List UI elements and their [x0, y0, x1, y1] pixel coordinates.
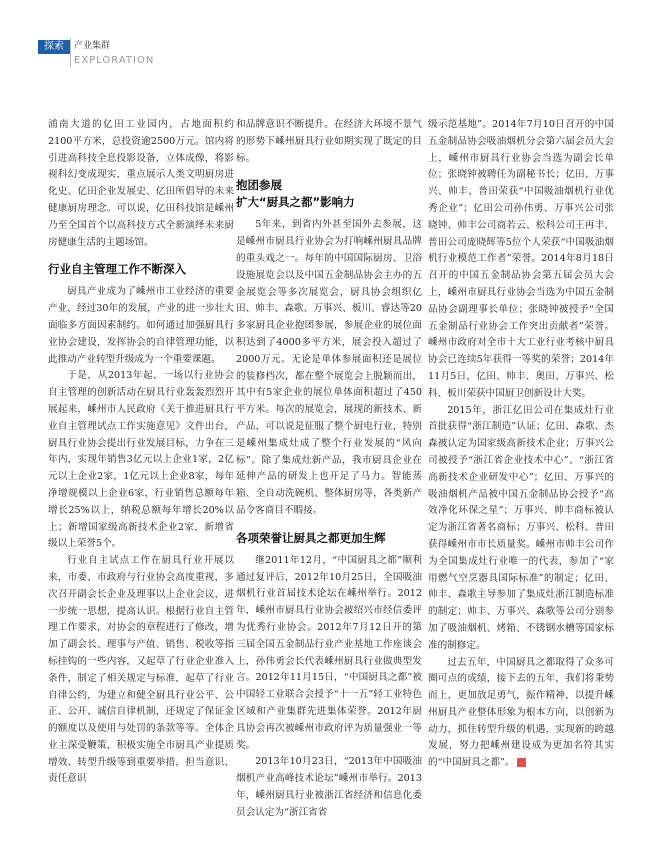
- section-subtitle: EXPLORATION: [74, 55, 155, 66]
- paragraph-text: 过去五年，中国厨具之都取得了众多可圈可点的成绩，接下去的五年，我们将秉势而上，更加放足勇气，振作精神，以提升嵊州厨具产业整体形象为根本方向，以创新为动力，抓住转型升级的机遇，实现新的跨越发展，努力把嵊州建设成为更加名符其实的“中国厨具之都”。: [428, 656, 614, 769]
- section-tag: 探索: [38, 40, 70, 54]
- column-2: [236, 117, 422, 821]
- paragraph: 行业自主试点工作在厨具行业开展以来，市委、市政府与行业协会高度重视，多次召开副会长企业及理事以上企业会议，进一步统一思想，提高认识。根据行业自主管理工作要求，对协会的章程进行了修改，增加了副会长、理事与产值、销售、税收等指标挂钩的一些内容，又起草了行业企业准入条件，制定了相关规定与标准，起草了行业自律公约，为建立和健全厨具行业公平、公正、公开、诚信自律机制，还规定了保证金的额度以及使用与处罚的条款等等。全体企业主深受鞭策，积极实施全市厨具产业提质增效、转型升级等到重要举措，担当意识、责任意识: [48, 555, 234, 785]
- paragraph: 2015年，浙江亿田公司在集成灶行业首批获得“浙江制造”认证；亿田、森歌、杰森被认定为国家级高新技术企业；万事兴公司被授予“浙江省企业技术中心”、“浙江省高新技术企业研发中心”；亿田、万事兴的吸油烟机产品被中国五金制品协会授予“高效净化环保之星”；万事兴、帅丰商标被认定为浙江省著名商标；万事兴、松科、普田获得嵊州市市长质量奖。嵊州市帅丰公司作为全国集成灶行业唯一的代表，参加了“家用燃气空烹器具国际标准”的制定；亿田、帅丰、森歌主导参加了集成灶浙江制造标准的制定；帅丰、万事兴、森歌等公司分别参加了吸油烟机、烤箱、不锈钢水槽等国家标准的制修定。: [428, 404, 614, 651]
- paragraph: [428, 655, 614, 773]
- section-heading: 抱团参展: [236, 178, 282, 193]
- paragraph: 和品牌意识不断提升。在经济大环境不景气的形势下嵊州厨具行业如期实现了既定的目标。: [236, 119, 422, 164]
- paragraph: 级示范基地”。2014年7月10日召开的中国五金制品协会吸油烟机分会第六届会员大会上，嵊州市厨具行业协会当选为副会长单位；张晓钟被聘任为副秘书长；亿田、万事兴、帅丰、普田荣获“中国吸油烟机行业优秀企业”；亿田公司孙伟勇、万事兴公司张晓钟、帅丰公司商若云、松科公司王再丰、普田公司庞晓辉等5位个人荣获“中国吸油烟机行业模范工作者”荣誉。2014年8月18日召开的中国五金制品协会第五届会员大会上，嵊州市厨具行业协会当选为中国五金制品协会副理事长单位；张晓钟被授予“全国五金制品行业协会工作突出贡献者”荣誉。嵊州市政府对全市十大工业行业考核中厨具协会已连续5年获得一等奖的荣誉；2014年11月5日，亿田、帅丰、奥田、万事兴、松科、板川荣获中国厨卫创新设计大奖。: [428, 119, 614, 399]
- paragraph: 浦南大道的亿田工业园内，占地面积约2100平方米，总投资逾2500万元。馆内将引进高科技全息投影设备，立体成像，将影视科幻变成现实，重点展示人类文明厨房进化史、亿田企业发展史、亿田所倡导的未来健康厨房理念。可以说，亿田科技馆是嵊州乃至全国首个以高科技方式全新演绎未来厨房健康生活的主题场馆。: [48, 119, 234, 248]
- column-3: [428, 117, 614, 772]
- section-heading: 行业自主管理工作不断深入: [48, 262, 186, 277]
- section-heading: 扩大“厨具之都”影响力: [236, 195, 355, 210]
- section-heading: 各项荣誉让厨具之都更加生辉: [236, 530, 386, 545]
- paragraph: 于是，从2013年起，一场以行业协会自主管理的创新活动在厨具行业轰轰烈烈开展起来，嵊州市人民政府《关于推进厨具行业自主管理试点工作实施意见》文件出台，厨具行业协会提出行业发展目标，力争在三年内，实现年销售3亿元以上企业1家，2亿元以上企业2家，1亿元以上企业8家，每年净增规模以上企业6家，行业销售总额每年增长25%以上，纳税总额每年增长20%以上；新增国家级高新技术企业2家，新增省级以上荣誉5个。: [48, 370, 234, 550]
- page-header: [38, 40, 618, 70]
- paragraph: 5年来，到省内外甚至国外去参展，这是嵊州市厨具行业协会为打响嵊州厨具品牌的重头戏之一。每年的中国国际厨房、卫浴设施展览会以及中国五金制品协会主办的五金展览会等多次展览会，厨具协会组织亿田、帅丰、森歌、万事兴、板川、睿达等20多家厨具企业抱团参展，参展企业的展位面积达到了4000多平方米，展会投入超过了2000万元。无论是单体参展面积还是展位的装修档次，都在整个展览会上脱颖而出，其中有5家企业的展位单体面积超过了450平方米。每次的展览会，展现的新技术、新产品，可以说是征服了整个厨电行业，特别是嵊州集成灶成了整个行业发展的“风向标”。除了集成灶新产品，我市厨具企业在延伸产品的研发上也开足了马力。智能蒸箱、全自动洗碗机、整体厨房等，各类新产品令客商目不暇接。: [236, 219, 422, 516]
- section-title: 产业集群: [74, 41, 111, 51]
- paragraph: 厨具产业成为了嵊州市工业经济的重要产业，经过30年的发展，产业的进一步壮大面临多方面因素制约。如何通过加强厨具行业协会建设，发挥协会的自律管理功能，以此推动产业转型升级成为一个重要课题。: [48, 286, 234, 365]
- paragraph: 2013年10月23日，“2013年中国吸油烟机产业高峰技术论坛”嵊州市举行。2013年，嵊州厨具行业被浙江省经济和信息化委员会认定为“浙江省省: [236, 756, 422, 818]
- end-mark-icon: [517, 758, 526, 767]
- paragraph: 继2011年12月，“中国厨具之都”顺利通过复评后，2012年10月25日，全国吸油烟机行业首届技术论坛在嵊州举行。2012年，嵊州市厨具行业协会被绍兴市经信委评为优秀行业协会。2012年7月12日开的第三届全国五金制品行业产业基地工作座谈会上，孙伟勇会长代表嵊州厨具行业做典型发言。2012年11月15日，“中国厨具之都”被中国轻工业联合会授予“十一五”轻工业特色区域和产业集群先进集体荣誉。2012年厨具协会再次被嵊州市政府评为质量强业一等奖。: [236, 554, 422, 751]
- header-divider: [70, 38, 71, 68]
- column-1: [48, 117, 234, 788]
